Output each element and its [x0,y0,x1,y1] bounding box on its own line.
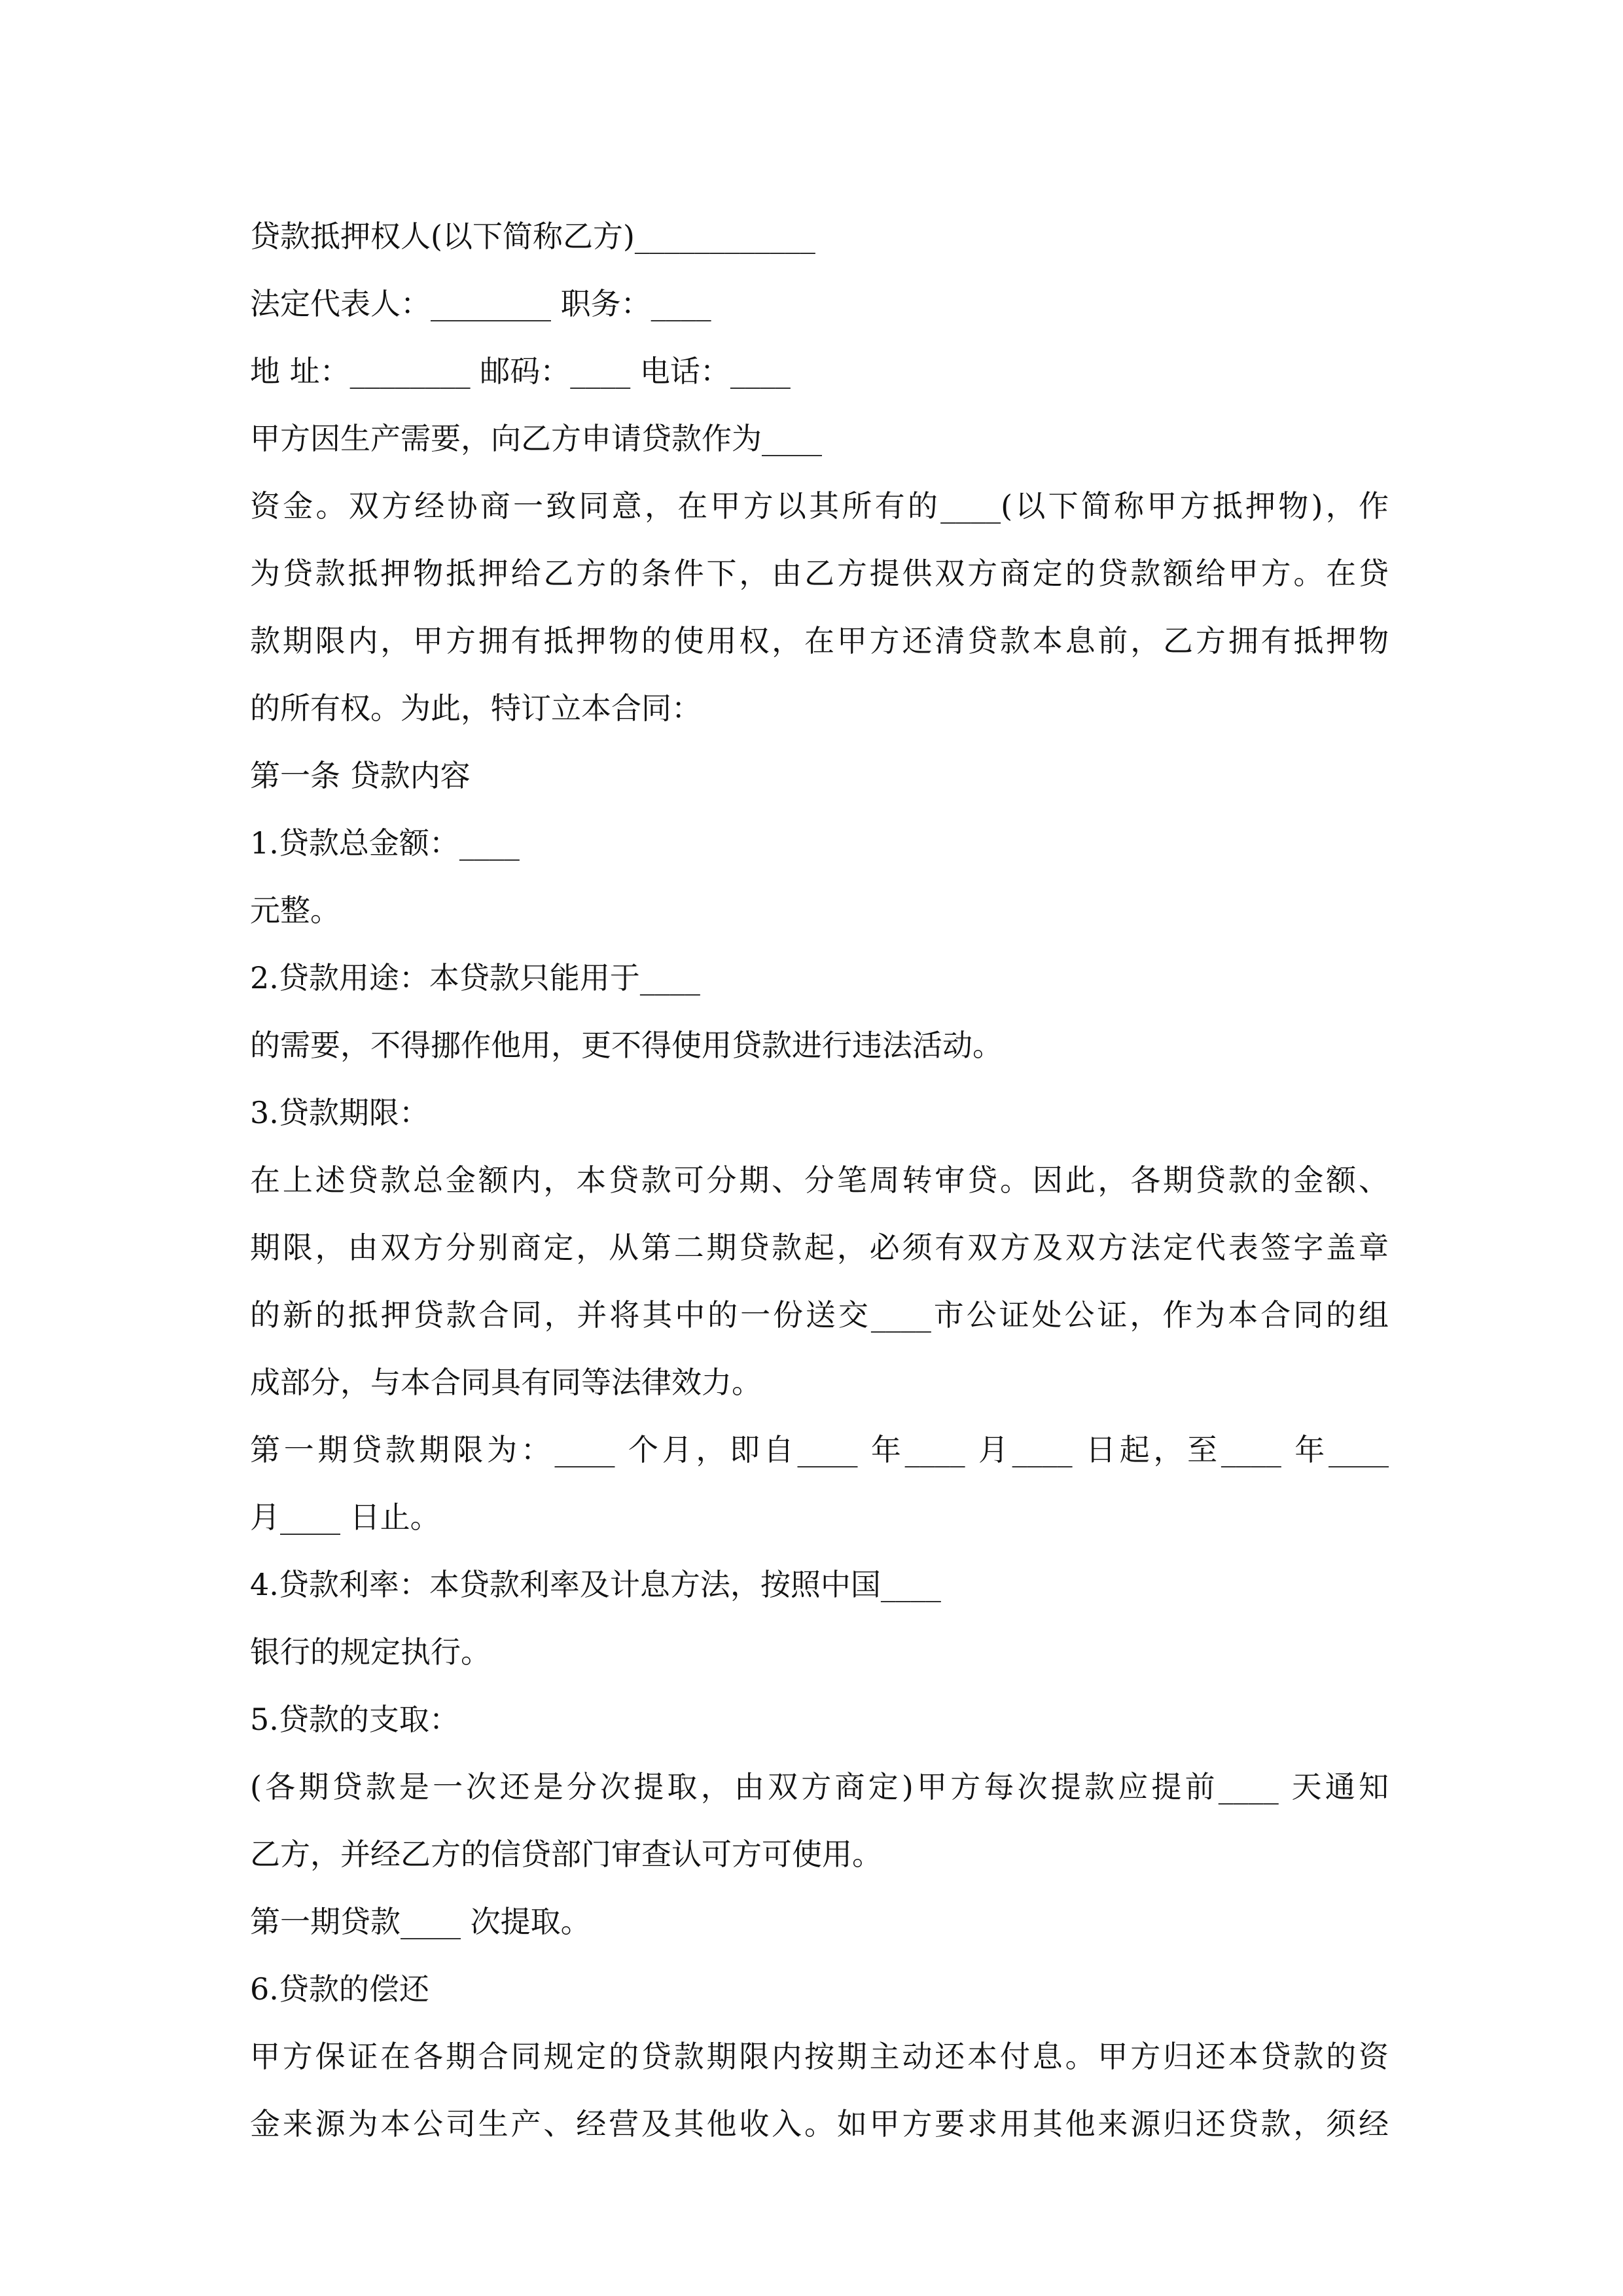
paragraph-line: 贷款抵押权人(以下简称乙方)____________ [250,219,815,254]
paragraph-line: 资金。双方经协商一致同意，在甲方以其所有的____(以下简称甲方抵押物)，作 [250,488,1389,524]
paragraph-line: 甲方保证在各期合同规定的贷款期限内按期主动还本付息。甲方归还本贷款的资 [250,2039,1389,2074]
paragraph-line: 的新的抵押贷款合同，并将其中的一份送交____市公证处公证，作为本合同的组 [250,1297,1389,1333]
paragraph-line: 1.贷款总金额：____ [250,825,520,861]
paragraph-line: 地 址：________ 邮码：____ 电话：____ [250,353,791,389]
paragraph-line: 银行的规定执行。 [250,1634,491,1670]
paragraph-line: 的需要，不得挪作他用，更不得使用贷款进行违法活动。 [250,1028,1003,1063]
paragraph-line: 第一期贷款____ 次提取。 [250,1904,591,1939]
paragraph-line: 金来源为本公司生产、经营及其他收入。如甲方要求用其他来源归还贷款，须经 [250,2106,1389,2142]
paragraph-line: 第一期贷款期限为：____ 个月，即自____ 年____ 月____ 日起，至____ 年____ [250,1432,1389,1467]
section-heading: 第一条 贷款内容 [250,758,471,793]
paragraph-line: 在上述贷款总金额内，本贷款可分期、分笔周转审贷。因此，各期贷款的金额、 [250,1162,1389,1198]
paragraph-line: 元整。 [250,893,340,928]
document-body [250,203,1389,2158]
paragraph-line: 3.贷款期限： [250,1095,429,1130]
paragraph-line: 甲方因生产需要，向乙方申请贷款作为____ [250,421,822,456]
paragraph-line: 6.贷款的偿还 [250,1971,429,2007]
paragraph-line: 法定代表人：________ 职务：____ [250,286,711,321]
paragraph-line: 乙方，并经乙方的信贷部门审查认可方可使用。 [250,1837,882,1872]
paragraph-line: 2.贷款用途：本贷款只能用于____ [250,960,700,996]
paragraph-line: 4.贷款利率：本贷款利率及计息方法，按照中国____ [250,1567,941,1602]
paragraph-line: 的所有权。为此，特订立本合同： [250,691,702,726]
paragraph-line: 为贷款抵押物抵押给乙方的条件下，由乙方提供双方商定的贷款额给甲方。在贷 [250,556,1389,591]
paragraph-line: 月____ 日止。 [250,1499,440,1535]
paragraph-line: 5.贷款的支取： [250,1702,459,1737]
paragraph-line: 成部分，与本合同具有同等法律效力。 [250,1365,762,1400]
paragraph-line: 期限，由双方分别商定，从第二期贷款起，必须有双方及双方法定代表签字盖章 [250,1230,1389,1265]
paragraph-line: (各期贷款是一次还是分次提取，由双方商定)甲方每次提款应提前____ 天通知 [250,1769,1389,1804]
paragraph-line: 款期限内，甲方拥有抵押物的使用权，在甲方还清贷款本息前，乙方拥有抵押物 [250,623,1389,658]
